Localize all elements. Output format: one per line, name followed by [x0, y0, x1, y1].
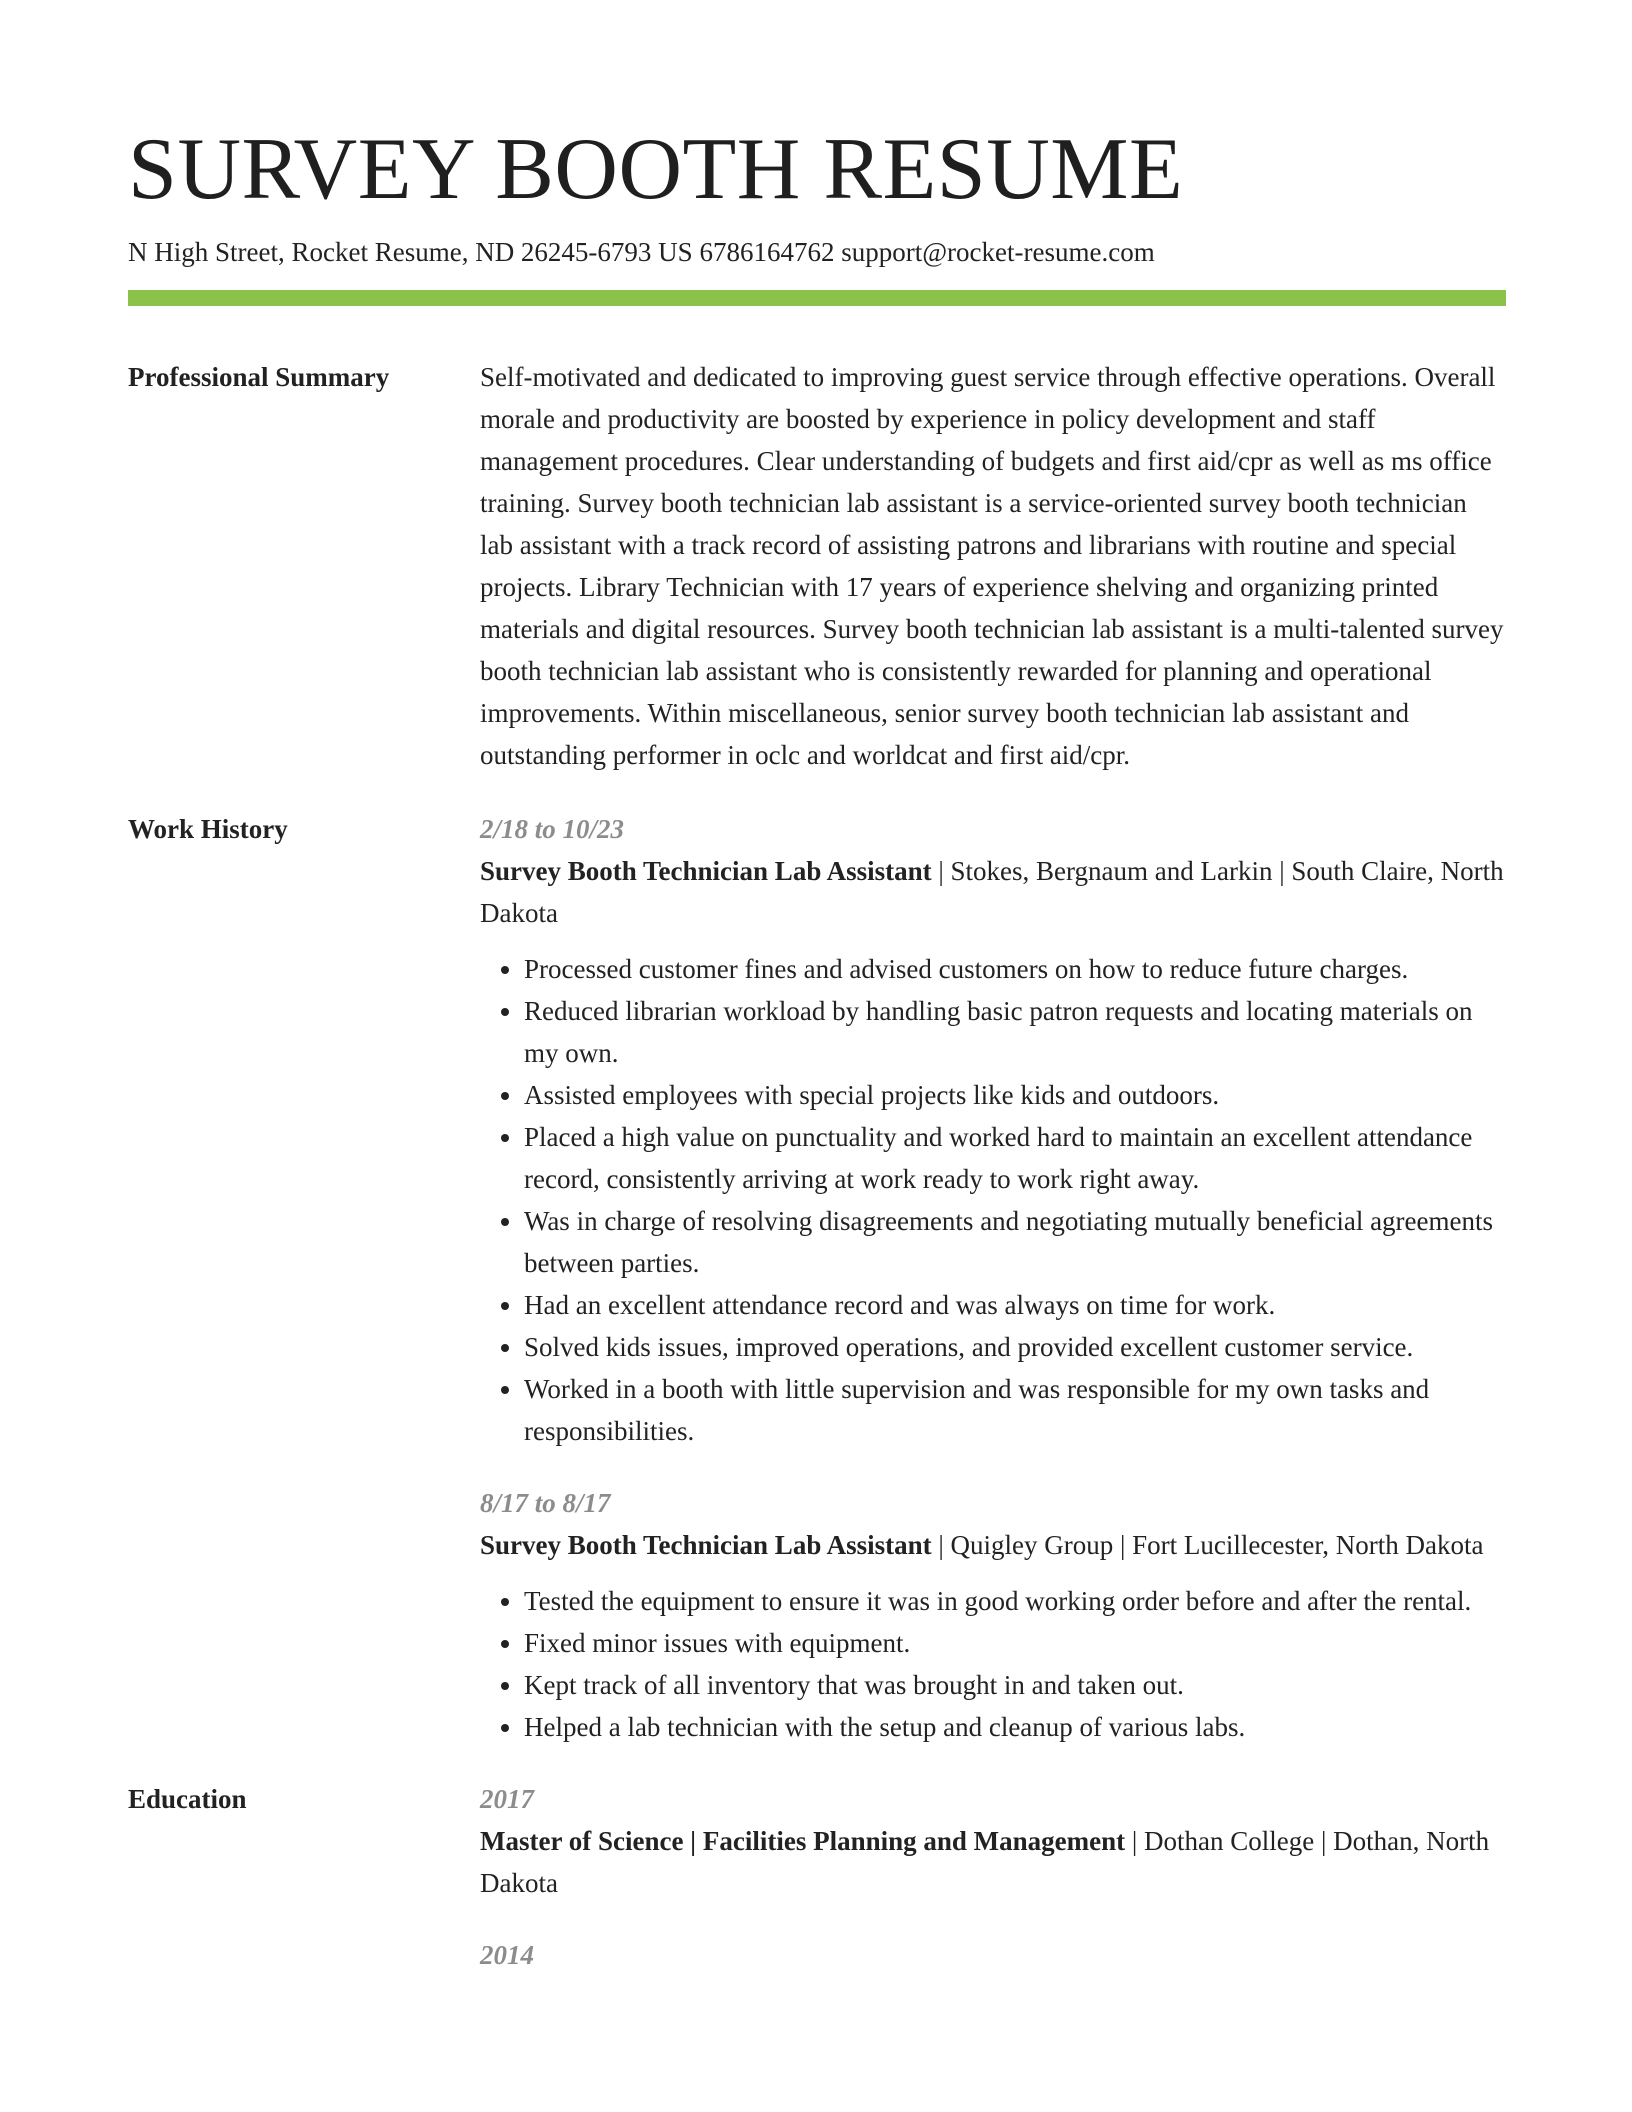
job-entry: [480, 1482, 1506, 1748]
duty-item: • Kept track of all inventory that was brought in and taken out.: [524, 1664, 1506, 1706]
duty-item: • Processed customer fines and advised customers on how to reduce future charges.: [524, 948, 1506, 990]
work-history-body: [480, 808, 1506, 1748]
education-degree: Master of Science | Facilities Planning and Management: [480, 1826, 1126, 1856]
education-body: [480, 1778, 1506, 1976]
duty-item: • Helped a lab technician with the setup and cleanup of various labs.: [524, 1706, 1506, 1748]
section-label-work: Work History: [128, 814, 288, 844]
duty-item: • Reduced librarian workload by handling basic patron requests and locating materials on my own.: [524, 990, 1506, 1074]
duty-item: • Was in charge of resolving disagreements and negotiating mutually beneficial agreements between parties.: [524, 1200, 1506, 1284]
education-entry: [480, 1778, 1506, 1904]
job-duties-list: [480, 1580, 1506, 1748]
job-dates: 8/17 to 8/17: [480, 1488, 611, 1518]
summary-text: Self-motivated and dedicated to improving guest service through effective operations. Overall morale and productivity are boosted by experience in policy development and staff management procedures. Clear understanding of budgets and first aid/cpr as well as ms office training. Survey booth technician lab assistant is a service-oriented survey booth technician lab assistant with a track record of assisting patrons and librarians with routine and special projects. Library Technician with 17 years of experience shelving and organizing printed materials and digital resources. Survey booth technician lab assistant is a multi-talented survey booth technician lab assistant who is consistently rewarded for planning and operational improvements. Within miscellaneous, senior survey booth technician lab assistant and outstanding performer in oclc and worldcat and first aid/cpr.: [480, 362, 1504, 770]
resume-title: SURVEY BOOTH RESUME: [128, 121, 1184, 218]
job-details: | Stokes, Bergnaum and Larkin | South Claire, North Dakota: [480, 856, 1504, 928]
job-details: | Quigley Group | Fort Lucillecester, North Dakota: [931, 1530, 1484, 1560]
job-title: Survey Booth Technician Lab Assistant: [480, 1530, 932, 1560]
job-entry: [480, 808, 1506, 1452]
education-details: | Dothan College | Dothan, North Dakota: [480, 1826, 1490, 1898]
job-dates: 2/18 to 10/23: [480, 814, 625, 844]
section-label-summary: Professional Summary: [128, 362, 390, 392]
duty-item: • Solved kids issues, improved operations, and provided excellent customer service.: [524, 1326, 1506, 1368]
job-title: Survey Booth Technician Lab Assistant: [480, 856, 932, 886]
duty-item: • Tested the equipment to ensure it was in good working order before and after the rental.: [524, 1580, 1506, 1622]
resume-page: [128, 118, 1506, 1976]
education-year: 2017: [480, 1784, 534, 1814]
duty-item: • Placed a high value on punctuality and worked hard to maintain an excellent attendance record, consistently arriving at work ready to work right away.: [524, 1116, 1506, 1200]
job-heading: [480, 1524, 1506, 1566]
summary-section: [128, 356, 1506, 776]
contact-line: N High Street, Rocket Resume, ND 26245-6793 US 6786164762 support@rocket-resume.com: [128, 237, 1155, 267]
duty-item: • Assisted employees with special projects like kids and outdoors.: [524, 1074, 1506, 1116]
job-duties-list: [480, 948, 1506, 1452]
education-year: 2014: [480, 1940, 534, 1970]
header-divider: [128, 290, 1506, 306]
job-heading: [480, 850, 1506, 934]
duty-item: • Worked in a booth with little supervision and was responsible for my own tasks and responsibilities.: [524, 1368, 1506, 1452]
education-entry: [480, 1934, 1506, 1976]
section-label-education: Education: [128, 1784, 247, 1814]
duty-item: • Fixed minor issues with equipment.: [524, 1622, 1506, 1664]
education-heading: [480, 1820, 1506, 1904]
education-section: [128, 1778, 1506, 1976]
duty-item: • Had an excellent attendance record and was always on time for work.: [524, 1284, 1506, 1326]
work-history-section: [128, 808, 1506, 1748]
